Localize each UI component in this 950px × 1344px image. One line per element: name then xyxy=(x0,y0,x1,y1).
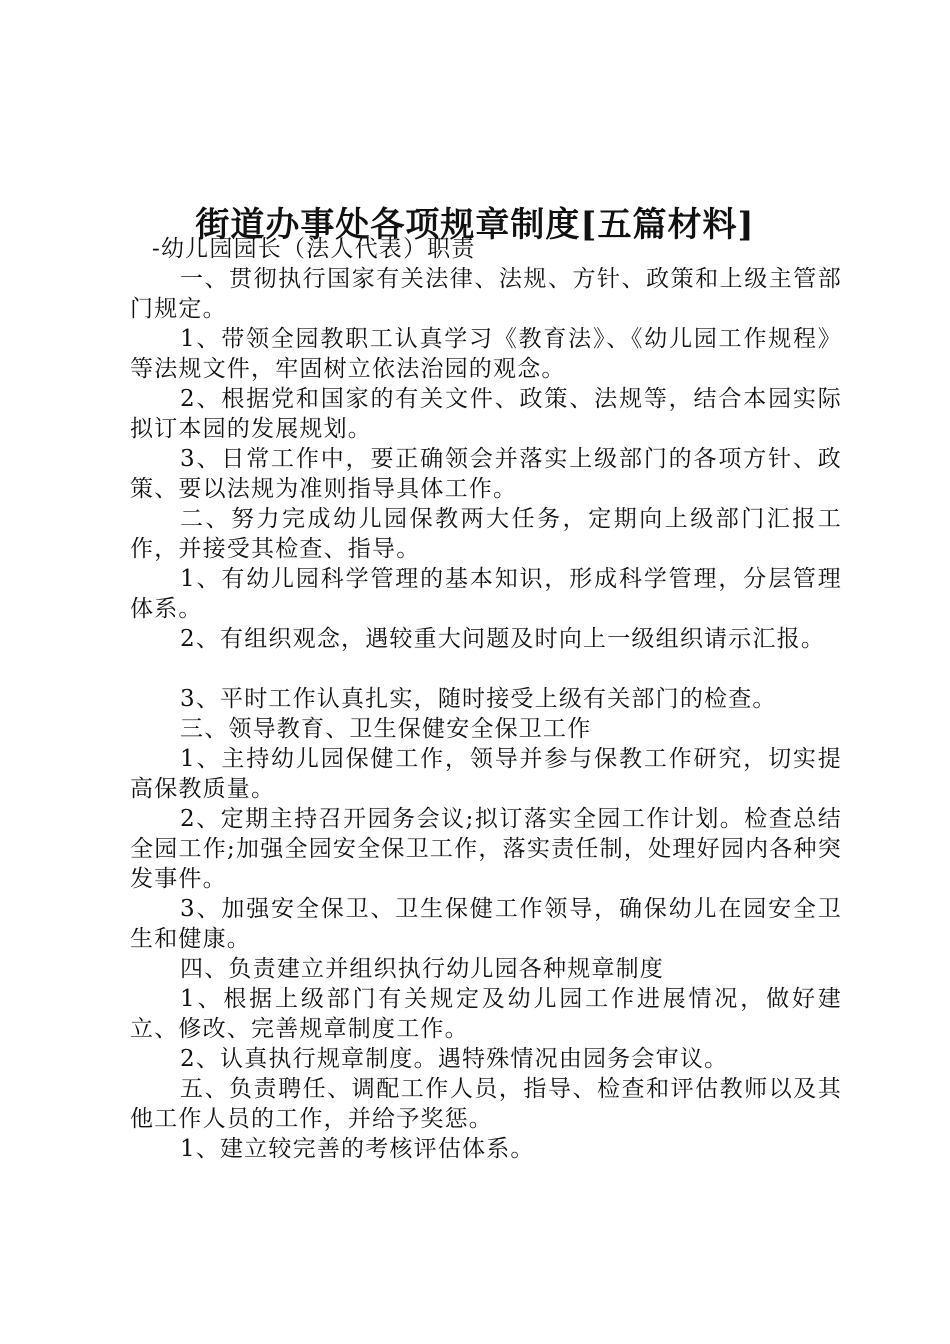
paragraph: 三、领导教育、卫生保健安全保卫工作 xyxy=(180,716,592,742)
paragraph: 3、加强安全保卫、卫生保健工作领导，确保幼儿在园安全卫生和健康。 xyxy=(130,896,842,952)
paragraph: 五、负责聘任、调配工作人员，指导、检查和评估教师以及其他工作人员的工作，并给予奖惩。 xyxy=(130,1076,842,1132)
paragraph: 1、带领全园教职工认真学习《教育法》、《幼儿园工作规程》等法规文件，牢固树立依法治园的观念。 xyxy=(130,326,842,382)
paragraph: 1、主持幼儿园保健工作，领导并参与保教工作研究，切实提高保教质量。 xyxy=(130,746,842,802)
section-heading: -幼儿园园长（法人代表）职责 xyxy=(152,236,476,262)
paragraph: 1、建立较完善的考核评估体系。 xyxy=(180,1136,535,1162)
paragraph: 2、定期主持召开园务会议;拟订落实全园工作计划。检查总结全园工作;加强全园安全保卫工作，落实责任制，处理好园内各种突发事件。 xyxy=(130,806,842,892)
document-title: 街道办事处各项规章制度[五篇材料] xyxy=(195,204,755,245)
paragraph: 2、认真执行规章制度。遇特殊情况由园务会审议。 xyxy=(180,1046,729,1072)
paragraph: 2、有组织观念，遇较重大问题及时向上一级组织请示汇报。 xyxy=(180,626,826,652)
document-body xyxy=(130,234,842,1164)
paragraph: 四、负责建立并组织执行幼儿园各种规章制度 xyxy=(180,956,664,982)
paragraph: 2、根据党和国家的有关文件、政策、法规等，结合本园实际拟订本园的发展规划。 xyxy=(130,386,842,442)
blank-line xyxy=(130,654,842,684)
paragraph: 一、贯彻执行国家有关法律、法规、方针、政策和上级主管部门规定。 xyxy=(130,266,842,322)
paragraph: 二、努力完成幼儿园保教两大任务，定期向上级部门汇报工作，并接受其检查、指导。 xyxy=(130,506,842,562)
paragraph: 1、根据上级部门有关规定及幼儿园工作进展情况，做好建立、修改、完善规章制度工作。 xyxy=(130,986,842,1042)
paragraph: 3、日常工作中，要正确领会并落实上级部门的各项方针、政策、要以法规为准则指导具体工作。 xyxy=(130,446,842,502)
paragraph: 3、平时工作认真扎实，随时接受上级有关部门的检查。 xyxy=(180,686,777,712)
paragraph: 1、有幼儿园科学管理的基本知识，形成科学管理，分层管理体系。 xyxy=(130,566,842,622)
